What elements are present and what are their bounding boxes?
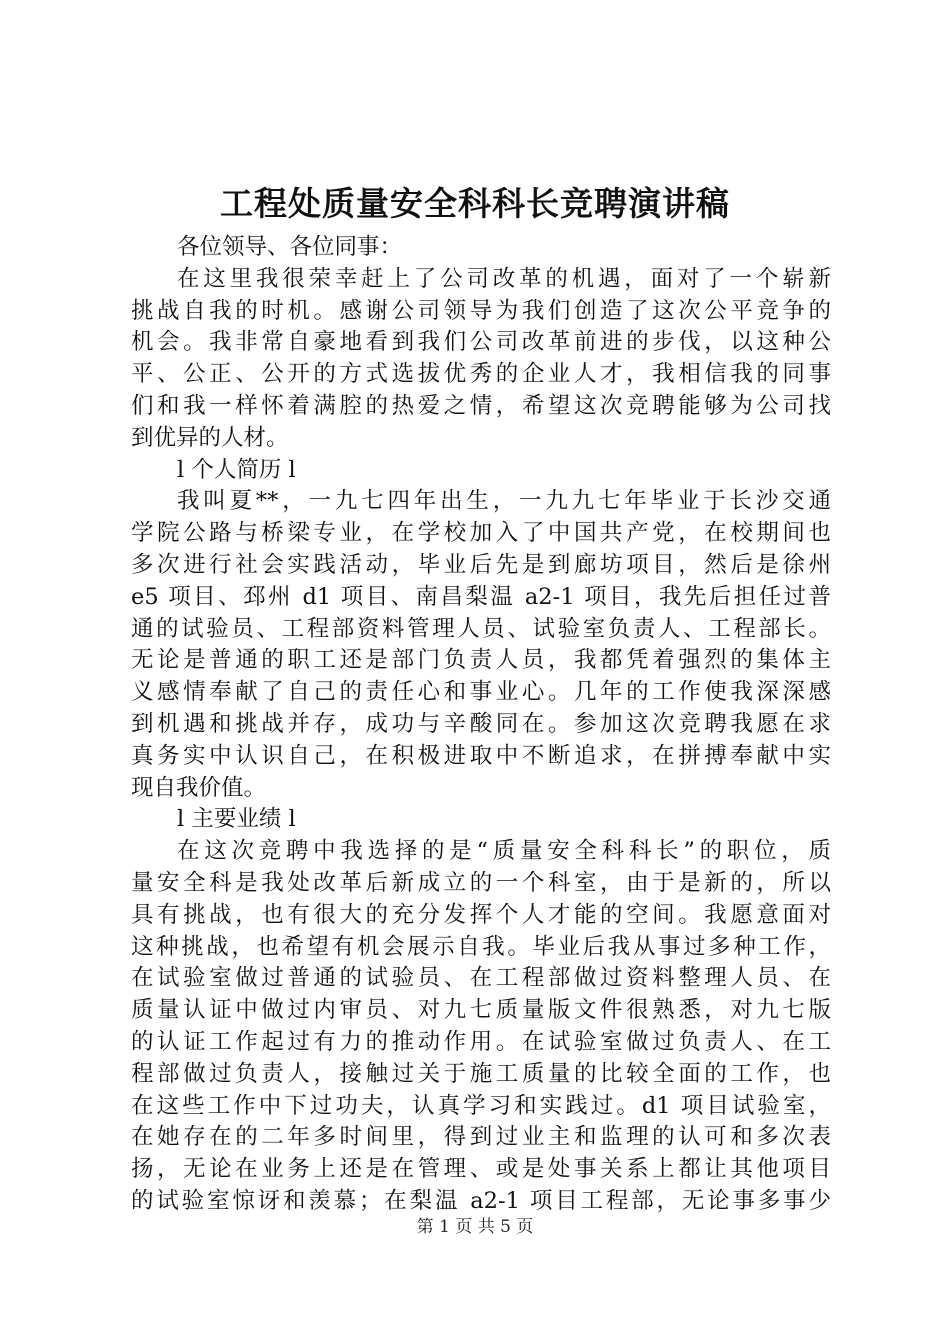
- paragraph-line: 到机遇和挑战并存，成功与辛酸同在。参加这次竞聘我愿在求: [131, 710, 831, 737]
- document-title: 工程处质量安全科科长竞聘演讲稿: [220, 184, 730, 223]
- paragraph-line: 质量认证中做过内审员、对九七质量版文件很熟悉，对九七版: [131, 997, 831, 1024]
- paragraph-line: 真务实中认识自己，在积极进取中不断追求，在拼搏奉献中实: [131, 742, 831, 769]
- paragraph-line: 平、公正、公开的方式选拔优秀的企业人才，我相信我的同事: [131, 361, 831, 388]
- paragraph-line: 现自我价值。: [131, 774, 267, 801]
- paragraph-line: 在这些工作中下过功夫，认真学习和实践过。d1 项目试验室，: [131, 1092, 831, 1119]
- paragraph-line: 在试验室做过普通的试验员、在工程部做过资料整理人员、在: [131, 965, 831, 992]
- paragraph-line: 机会。我非常自豪地看到我们公司改革前进的步伐，以这种公: [131, 329, 831, 356]
- paragraph-line: 无论是普通的职工还是部门负责人员，我都凭着强烈的集体主: [131, 647, 831, 674]
- paragraph-line: 义感情奉献了自己的责任心和事业心。几年的工作使我深深感: [131, 679, 831, 706]
- page-number-footer: 第 1 页 共 5 页: [416, 1217, 534, 1237]
- paragraph-line: 具有挑战，也有很大的充分发挥个人才能的空间。我愿意面对: [131, 901, 831, 928]
- section-heading-resume: l 个人简历 l: [177, 456, 296, 483]
- paragraph-line: 在她存在的二年多时间里，得到过业主和监理的认可和多次表: [131, 1124, 831, 1151]
- section-heading-achievements: l 主要业绩 l: [177, 806, 296, 833]
- paragraph-line: 通的试验员、工程部资料管理人员、试验室负责人、工程部长。: [131, 615, 831, 642]
- paragraph-line: 多次进行社会实践活动，毕业后先是到廊坊项目，然后是徐州: [131, 551, 831, 578]
- paragraph-line: 的试验室惊讶和羡慕；在梨温 a2-1 项目工程部，无论事多事少: [131, 1187, 831, 1214]
- paragraph-line: 在这次竞聘中我选择的是“质量安全科科长”的职位，质: [177, 838, 831, 865]
- paragraph-line: 的认证工作起过有力的推动作用。在试验室做过负责人、在工: [131, 1028, 831, 1055]
- paragraph-line: 我叫夏**，一九七四年出生，一九九七年毕业于长沙交通: [177, 488, 831, 515]
- paragraph-line: 程部做过负责人，接触过关于施工质量的比较全面的工作，也: [131, 1060, 831, 1087]
- paragraph-line: e5 项目、邳州 d1 项目、南昌梨温 a2-1 项目，我先后担任过普: [131, 583, 831, 610]
- paragraph-line: 挑战自我的时机。感谢公司领导为我们创造了这次公平竞争的: [131, 297, 831, 324]
- paragraph-line: 量安全科是我处改革后新成立的一个科室，由于是新的，所以: [131, 869, 831, 896]
- paragraph-line: 学院公路与桥梁专业，在学校加入了中国共产党，在校期间也: [131, 520, 831, 547]
- paragraph-line: 们和我一样怀着满腔的热爱之情，希望这次竞聘能够为公司找: [131, 392, 831, 419]
- salutation-line: 各位领导、各位同事：: [177, 234, 403, 260]
- paragraph-line: 在这里我很荣幸赶上了公司改革的机遇，面对了一个崭新: [177, 265, 831, 292]
- paragraph-line: 扬，无论在业务上还是在管理、或是处事关系上都让其他项目: [131, 1156, 831, 1183]
- paragraph-line: 到优异的人材。: [131, 424, 289, 451]
- paragraph-line: 这种挑战，也希望有机会展示自我。毕业后我从事过多种工作，: [131, 933, 831, 960]
- document-body: [131, 232, 831, 1218]
